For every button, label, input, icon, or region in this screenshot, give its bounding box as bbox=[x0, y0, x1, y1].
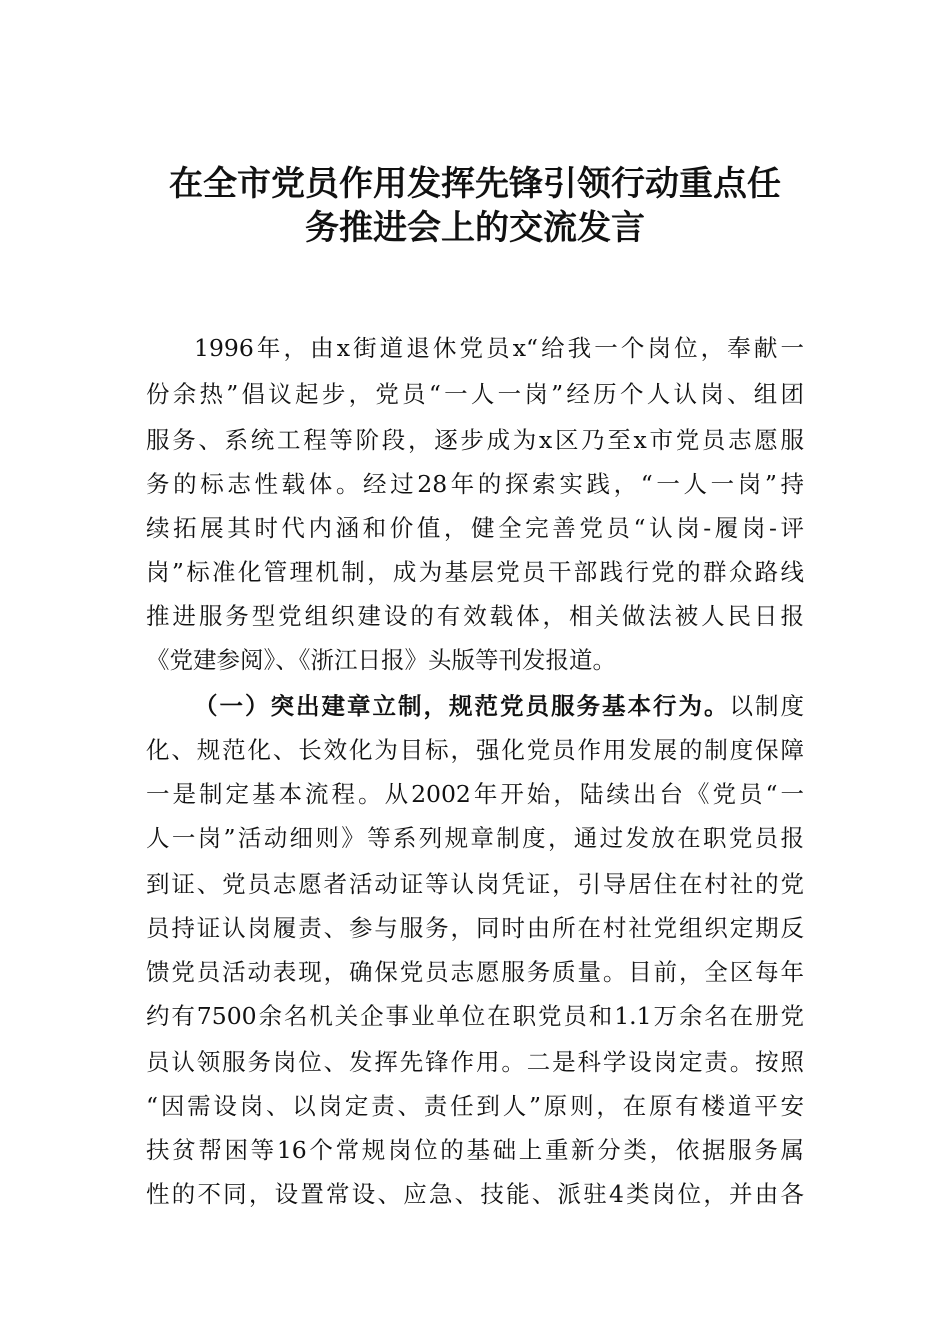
paragraph-line: 份余热”倡议起步，党员“一人一岗”经历个人认岗、组团 bbox=[146, 380, 804, 408]
paragraph-line: 《党建参阅》、《浙江日报》头版等刊发报道。 bbox=[146, 646, 616, 674]
document-title-line-2: 务推进会上的交流发言 bbox=[305, 208, 645, 248]
paragraph-line: 推进服务型党组织建设的有效载体，相关做法被人民日报 bbox=[146, 602, 804, 630]
paragraph-line: 员持证认岗履责、参与服务，同时由所在村社党组织定期反 bbox=[146, 914, 804, 942]
paragraph-line: 化、规范化、长效化为目标，强化党员作用发展的制度保障 bbox=[146, 736, 804, 764]
document-title-line-1: 在全市党员作用发挥先锋引领行动重点任 bbox=[169, 164, 781, 204]
paragraph-line: 续拓展其时代内涵和价值，健全完善党员“认岗-履岗-评 bbox=[146, 514, 804, 542]
section-heading-line bbox=[194, 686, 804, 726]
paragraph-line: 扶贫帮困等16个常规岗位的基础上重新分类，依据服务属 bbox=[146, 1136, 804, 1164]
section-heading-tail: 以制度 bbox=[729, 692, 804, 720]
paragraph-line: 到证、党员志愿者活动证等认岗凭证，引导居住在村社的党 bbox=[146, 870, 804, 898]
paragraph-line: 1996年，由x街道退休党员x“给我一个岗位，奉献一 bbox=[194, 334, 804, 362]
paragraph-line: 一是制定基本流程。从2002年开始，陆续出台《党员“一 bbox=[146, 780, 804, 808]
paragraph-line: 约有7500余名机关企事业单位在职党员和1.1万余名在册党 bbox=[146, 1002, 804, 1030]
paragraph-line: 人一岗”活动细则》等系列规章制度，通过发放在职党员报 bbox=[146, 824, 804, 852]
paragraph-line: 服务、系统工程等阶段，逐步成为x区乃至x市党员志愿服 bbox=[146, 426, 804, 454]
paragraph-line: 务的标志性载体。经过28年的探索实践，“一人一岗”持 bbox=[146, 470, 804, 498]
paragraph-line: 性的不同，设置常设、应急、技能、派驻4类岗位，并由各 bbox=[146, 1180, 804, 1208]
section-heading: （一）突出建章立制，规范党员服务基本行为。 bbox=[194, 692, 730, 720]
paragraph-line: 馈党员活动表现，确保党员志愿服务质量。目前，全区每年 bbox=[146, 958, 804, 986]
paragraph-line: 员认领服务岗位、发挥先锋作用。二是科学设岗定责。按照 bbox=[146, 1048, 804, 1076]
paragraph-line: “因需设岗、以岗定责、责任到人”原则，在原有楼道平安 bbox=[146, 1092, 804, 1120]
paragraph-line: 岗”标准化管理机制，成为基层党员干部践行党的群众路线 bbox=[146, 558, 804, 586]
